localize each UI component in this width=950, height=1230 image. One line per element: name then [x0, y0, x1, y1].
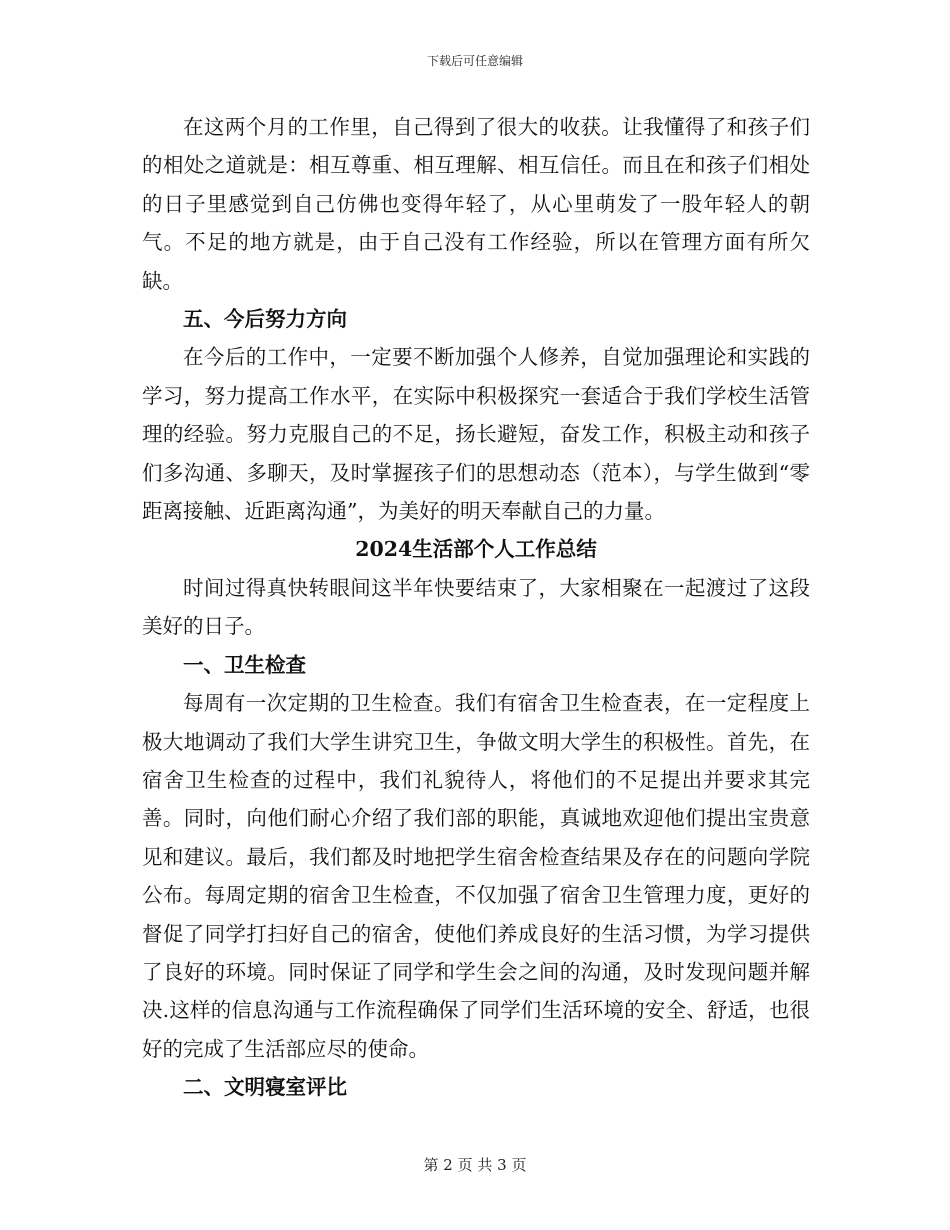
paragraph-intro: 时间过得真快转眼间这半年快要结束了，大家相聚在一起渡过了这段美好的日子。	[142, 575, 810, 639]
document-title: 2024生活部个人工作总结	[355, 537, 597, 562]
section-heading-future: 五、今后努力方向	[183, 307, 347, 332]
paragraph-summary: 在这两个月的工作里，自己得到了很大的收获。让我懂得了和孩子们的相处之道就是：相互尊重、相互理解、相互信任。而且在和孩子们相处的日子里感觉到自己仿佛也变得年轻了，从心里萌发了一股年轻人的朝气。不足的地方就是，由于自己没有工作经验，所以在管理方面有所欠缺。	[142, 115, 810, 293]
page-header: 下载后可任意编辑	[426, 54, 523, 68]
paragraph-hygiene: 每周有一次定期的卫生检查。我们有宿舍卫生检查表，在一定程度上极大地调动了我们大学生讲究卫生，争做文明大学生的积极性。首先，在宿舍卫生检查的过程中，我们礼貌待人，将他们的不足提出并要求其完善。同时，向他们耐心介绍了我们部的职能，真诚地欢迎他们提出宝贵意见和建议。最后，我们都及时地把学生宿舍检查结果及存在的问题向学院公布。每周定期的宿舍卫生检查，不仅加强了宿舍卫生管理力度，更好的督促了同学打扫好自己的宿舍，使他们养成良好的生活习惯，为学习提供了良好的环境。同时保证了同学和学生会之间的沟通，及时发现问题并解决.这样的信息沟通与工作流程确保了同学们生活环境的安全、舒适，也很好的完成了生活部应尽的使命。	[142, 691, 810, 1061]
page-footer: 第 2 页 共 3 页	[423, 1156, 527, 1174]
paragraph-future: 在今后的工作中，一定要不断加强个人修养，自觉加强理论和实践的学习，努力提高工作水平，在实际中积极探究一套适合于我们学校生活管理的经验。努力克服自己的不足，扬长避短，奋发工作，积极主动和孩子们多沟通、多聊天，及时掌握孩子们的思想动态（范本），与学生做到“零距离接触、近距离沟通”，为美好的明天奉献自己的力量。	[142, 345, 810, 524]
document-body	[142, 108, 810, 1107]
section-heading-hygiene: 一、卫生检查	[183, 652, 306, 677]
section-heading-dorm-rating: 二、文明寝室评比	[183, 1075, 347, 1100]
